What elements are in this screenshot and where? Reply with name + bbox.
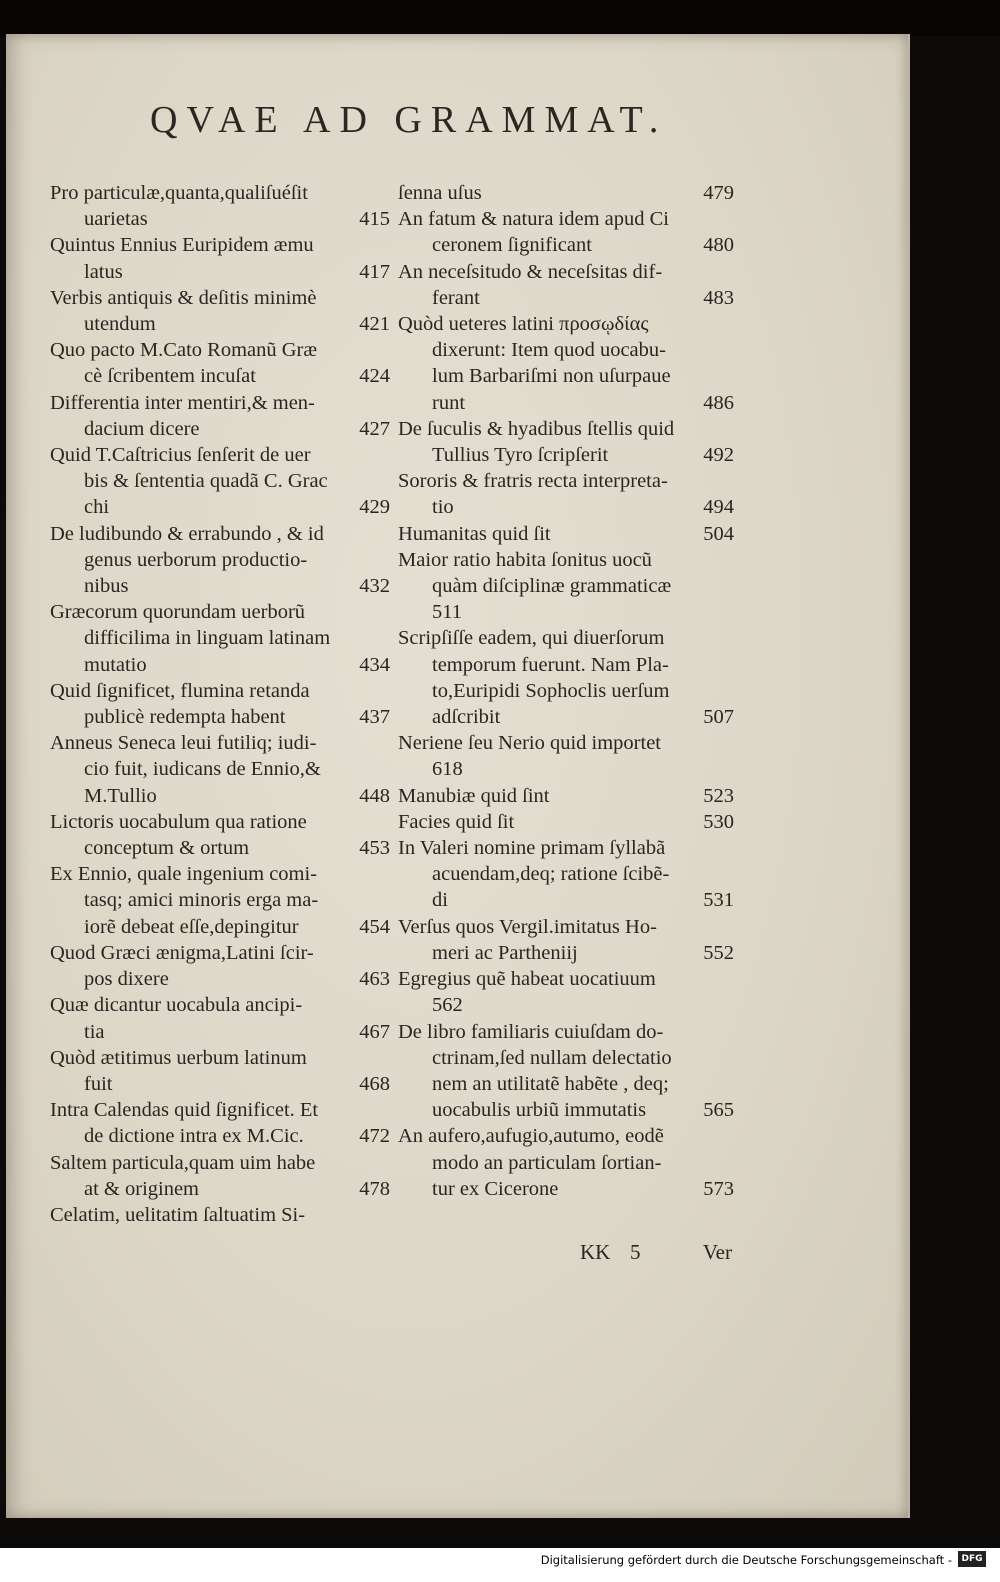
funding-credit: Digitalisierung gefördert durch die Deutsche Forschungsgemeinschaft - — [540, 1553, 952, 1567]
index-entry — [398, 547, 734, 626]
entry-text: Anneus Seneca leui futiliq; iudi- — [50, 732, 317, 755]
index-entry — [398, 1123, 734, 1202]
entry-text: 562 — [432, 994, 463, 1017]
page-reference: 472 — [359, 1125, 390, 1148]
entry-line — [50, 704, 390, 730]
entry-line — [50, 809, 390, 835]
entry-line — [50, 940, 390, 966]
entry-text: Quid T.Caſtricius ſenſerit de uer — [50, 444, 311, 467]
index-entry — [50, 1097, 390, 1149]
entry-line — [50, 1019, 390, 1045]
entry-line — [50, 887, 390, 913]
entry-text: Humanitas quid ſit — [398, 522, 551, 545]
entry-text: An aufero,aufugio,autumo, eodẽ — [398, 1125, 664, 1148]
entry-text: tia — [84, 1020, 105, 1043]
entry-line — [398, 730, 734, 756]
index-entry — [50, 390, 390, 442]
entry-line — [398, 1019, 734, 1045]
index-entry — [50, 521, 390, 600]
index-entry — [398, 835, 734, 914]
entry-line — [398, 206, 734, 232]
entry-text: Manubiæ quid ſint — [398, 784, 550, 807]
entry-line — [50, 180, 390, 206]
entry-text: nem an utilitatẽ habẽte , deq; — [432, 1072, 669, 1095]
index-entry — [398, 914, 734, 966]
signature-mark: KK — [580, 1240, 611, 1264]
entry-line — [398, 625, 734, 651]
entry-text: Intra Calendas quid ſignificet. Et — [50, 1099, 319, 1122]
page-footer — [580, 1240, 732, 1265]
entry-line — [398, 1045, 734, 1071]
entry-line — [398, 678, 734, 704]
entry-line — [50, 966, 390, 992]
index-entry — [398, 416, 734, 468]
page-reference: 432 — [359, 575, 390, 598]
entry-text: Tullius Tyro ſcripſerit — [432, 444, 609, 467]
entry-line — [398, 442, 734, 468]
page-reference: 552 — [703, 941, 734, 964]
entry-line — [50, 1045, 390, 1071]
page-reference: 531 — [703, 889, 734, 912]
entry-text: utendum — [84, 313, 156, 336]
entry-line — [398, 1176, 734, 1202]
entry-line — [50, 1123, 390, 1149]
entry-text: tur ex Cicerone — [432, 1177, 559, 1200]
entry-line — [398, 180, 734, 206]
index-entry — [50, 940, 390, 992]
index-entry — [398, 206, 734, 258]
entry-line — [398, 756, 734, 782]
page-reference: 480 — [703, 234, 734, 257]
entry-line — [398, 285, 734, 311]
page-reference: 494 — [703, 496, 734, 519]
entry-line — [398, 783, 734, 809]
entry-line — [398, 547, 734, 573]
entry-line — [398, 573, 734, 599]
page-reference: 427 — [359, 417, 390, 440]
entry-line — [398, 887, 734, 913]
index-entry — [398, 259, 734, 311]
entry-line — [398, 992, 734, 1018]
entry-text: difficilima in linguam latinam — [84, 627, 331, 650]
index-entry — [50, 599, 390, 678]
entry-line — [398, 1097, 734, 1123]
index-entry — [50, 992, 390, 1044]
entry-text: Neriene ſeu Nerio quid importet — [398, 732, 661, 755]
entry-text: Sororis & fratris recta interpreta- — [398, 470, 668, 493]
entry-line — [398, 704, 734, 730]
entry-line — [398, 521, 734, 547]
entry-text: Quo pacto M.Cato Romanũ Græ — [50, 339, 318, 362]
index-entry — [50, 809, 390, 861]
entry-line — [398, 809, 734, 835]
entry-line — [398, 1150, 734, 1176]
entry-text: fuit — [84, 1072, 113, 1095]
index-entry — [50, 861, 390, 940]
page-reference: 573 — [703, 1177, 734, 1200]
entry-text: pos dixere — [84, 968, 169, 991]
index-entry — [50, 730, 390, 809]
entry-line — [50, 337, 390, 363]
index-entry — [398, 809, 734, 835]
entry-line — [50, 652, 390, 678]
entry-text: dacium dicere — [84, 417, 200, 440]
page-reference: 434 — [359, 653, 390, 676]
entry-text: adſcribit — [432, 706, 501, 729]
entry-text: quàm diſciplinæ grammaticæ — [432, 575, 672, 598]
entry-text: uarietas — [84, 208, 148, 231]
entry-line — [50, 363, 390, 389]
entry-line — [398, 494, 734, 520]
entry-line — [50, 206, 390, 232]
index-column-right — [398, 180, 734, 1202]
entry-line — [50, 992, 390, 1018]
entry-text: tasq; amici minoris erga ma- — [84, 889, 319, 912]
entry-text: Lictoris uocabulum qua ratione — [50, 810, 307, 833]
entry-line — [50, 285, 390, 311]
entry-text: at & originem — [84, 1177, 200, 1200]
entry-text: In Valeri nomine primam ſyllabã — [398, 837, 666, 860]
entry-text: Facies quid ſit — [398, 810, 515, 833]
entry-text: Quid ſignificet, flumina retanda — [50, 679, 310, 702]
entry-text: iorẽ debeat eſſe,depingitur — [84, 915, 299, 938]
running-header: QVAE AD GRAMMAT. — [150, 99, 668, 141]
entry-line — [50, 783, 390, 809]
entry-line — [50, 730, 390, 756]
entry-line — [398, 232, 734, 258]
scan-background — [0, 0, 1000, 36]
index-column-left — [50, 180, 390, 1228]
entry-line — [50, 547, 390, 573]
entry-line — [398, 835, 734, 861]
page-reference: 467 — [359, 1020, 390, 1043]
entry-text: ferant — [432, 286, 480, 309]
entry-line — [398, 416, 734, 442]
entry-line — [398, 652, 734, 678]
entry-line — [398, 914, 734, 940]
entry-line — [50, 390, 390, 416]
entry-line — [50, 1150, 390, 1176]
entry-line — [50, 573, 390, 599]
entry-text: genus uerborum productio- — [84, 548, 308, 571]
entry-text: 618 — [432, 758, 463, 781]
entry-text: De ſuculis & hyadibus ſtellis quid — [398, 417, 675, 440]
entry-text: ctrinam,ſed nullam delectatio — [432, 1046, 672, 1069]
entry-text: chi — [84, 496, 110, 519]
entry-line — [50, 468, 390, 494]
entry-line — [50, 311, 390, 337]
index-entry — [398, 730, 734, 782]
index-entry — [50, 232, 390, 284]
page-reference: 429 — [359, 496, 390, 519]
page-reference: 468 — [359, 1072, 390, 1095]
page-reference: 478 — [359, 1177, 390, 1200]
entry-text: to,Euripidi Sophoclis uerſum — [432, 679, 670, 702]
entry-text: Quintus Ennius Euripidem æmu — [50, 234, 314, 257]
index-entry — [398, 1019, 734, 1124]
index-entry — [50, 1202, 390, 1228]
page-reference: 463 — [359, 968, 390, 991]
page-reference: 421 — [359, 313, 390, 336]
entry-text: publicè redempta habent — [84, 706, 286, 729]
entry-line — [50, 521, 390, 547]
entry-text: temporum fuerunt. Nam Pla- — [432, 653, 669, 676]
page-reference: 530 — [703, 810, 734, 833]
index-entry — [50, 1045, 390, 1097]
page-reference: 424 — [359, 365, 390, 388]
entry-text: Quòd ætitimus uerbum latinum — [50, 1046, 307, 1069]
entry-line — [398, 861, 734, 887]
entry-text: nibus — [84, 575, 129, 598]
index-entry — [50, 337, 390, 389]
entry-text: Verbis antiquis & deſitis minimè — [50, 286, 317, 309]
entry-line — [50, 861, 390, 887]
entry-text: ſenna uſus — [398, 182, 482, 204]
entry-text: Maior ratio habita ſonitus uocũ — [398, 548, 652, 571]
catchword: Ver — [702, 1240, 732, 1264]
entry-text: runt — [432, 391, 466, 414]
index-entry — [398, 180, 734, 206]
entry-line — [50, 1097, 390, 1123]
index-entry — [398, 468, 734, 520]
entry-text: Quòd ueteres latini προσῳδίας — [398, 313, 649, 336]
index-entry — [50, 1150, 390, 1202]
entry-text: Celatim, uelitatim ſaltuatim Si- — [50, 1203, 306, 1226]
entry-text: Ex Ennio, quale ingenium comi- — [50, 863, 318, 886]
page-reference: 492 — [703, 444, 734, 467]
entry-text: dixerunt: Item quod uocabu- — [432, 339, 666, 362]
entry-text: uocabulis urbiũ immutatis — [432, 1099, 647, 1122]
entry-text: di — [432, 889, 448, 912]
page-reference: 565 — [703, 1099, 734, 1122]
entry-line — [398, 940, 734, 966]
entry-line — [50, 599, 390, 625]
page-reference: 417 — [359, 260, 390, 283]
entry-line — [50, 416, 390, 442]
entry-line — [50, 835, 390, 861]
page-reference: 453 — [359, 837, 390, 860]
entry-line — [398, 337, 734, 363]
entry-text: Verſus quos Vergil.imitatus Ho- — [398, 915, 657, 938]
entry-text: lum Barbariſmi non uſurpaue — [432, 365, 671, 388]
entry-line — [50, 1202, 390, 1228]
index-entry — [398, 966, 734, 1018]
entry-line — [398, 390, 734, 416]
entry-line — [50, 625, 390, 651]
leaf-number: 5 — [630, 1240, 641, 1264]
entry-line — [50, 914, 390, 940]
page-reference: 523 — [703, 784, 734, 807]
entry-text: Egregius quẽ habeat uocatiuum — [398, 968, 656, 991]
entry-line — [398, 311, 734, 337]
entry-text: de dictione intra ex M.Cic. — [84, 1125, 304, 1148]
entry-line — [398, 1123, 734, 1149]
entry-text: Quæ dicantur uocabula ancipi- — [50, 994, 303, 1017]
page-reference: 483 — [703, 286, 734, 309]
entry-line — [398, 363, 734, 389]
entry-text: Differentia inter mentiri,& men- — [50, 391, 315, 414]
entry-text: conceptum & ortum — [84, 837, 250, 860]
entry-line — [50, 442, 390, 468]
index-entry — [50, 442, 390, 521]
entry-text: De libro familiaris cuiuſdam do- — [398, 1020, 664, 1043]
entry-text: Pro particulæ,quanta,qualiſuéſit — [50, 182, 308, 204]
entry-text: tio — [432, 496, 454, 519]
entry-text: De ludibundo & errabundo , & id — [50, 522, 324, 545]
entry-text: acuendam,deq; ratione ſcibẽ- — [432, 863, 670, 886]
entry-text: Quod Græci ænigma,Latini ſcir- — [50, 941, 314, 964]
index-entry — [398, 311, 734, 416]
entry-text: modo an particulam ſortian- — [432, 1151, 662, 1174]
entry-text: An fatum & natura idem apud Ci — [398, 208, 669, 231]
entry-text: Saltem particula,quam uim habe — [50, 1151, 316, 1174]
entry-text: cè ſcribentem incuſat — [84, 365, 256, 388]
page-reference: 507 — [703, 706, 734, 729]
entry-line — [398, 1071, 734, 1097]
page-reference: 504 — [703, 522, 734, 545]
entry-line — [50, 1071, 390, 1097]
page-reference: 448 — [359, 784, 390, 807]
entry-text: 511 — [432, 601, 462, 624]
index-entry — [50, 285, 390, 337]
entry-text: meri ac Partheniĳ — [432, 941, 578, 964]
entry-line — [398, 468, 734, 494]
entry-text: bis & ſententia quadã C. Grac — [84, 470, 328, 493]
entry-text: ceronem ſignificant — [432, 234, 592, 257]
entry-text: latus — [84, 260, 123, 283]
entry-line — [50, 756, 390, 782]
page-reference: 479 — [703, 182, 734, 204]
index-entry — [398, 521, 734, 547]
entry-text: Scripſiſſe eadem, qui diuerſorum — [398, 627, 665, 650]
entry-line — [50, 232, 390, 258]
entry-line — [398, 599, 734, 625]
entry-line — [50, 494, 390, 520]
entry-line — [398, 259, 734, 285]
dfg-logo-icon: DFG — [958, 1551, 986, 1567]
page-reference: 486 — [703, 391, 734, 414]
entry-line — [50, 1176, 390, 1202]
page-reference: 437 — [359, 706, 390, 729]
entry-text: mutatio — [84, 653, 147, 676]
entry-line — [398, 966, 734, 992]
entry-text: Græcorum quorundam uerborũ — [50, 601, 306, 624]
page-reference: 454 — [359, 915, 390, 938]
index-entry — [50, 678, 390, 730]
index-entry — [398, 625, 734, 730]
entry-line — [50, 259, 390, 285]
page-reference: 415 — [359, 208, 390, 231]
entry-text: M.Tullio — [84, 784, 157, 807]
index-entry — [398, 783, 734, 809]
entry-text: An neceſsitudo & neceſsitas dif- — [398, 260, 663, 283]
entry-line — [50, 678, 390, 704]
entry-text: cio fuit, iudicans de Ennio,& — [84, 758, 321, 781]
index-entry — [50, 180, 390, 232]
